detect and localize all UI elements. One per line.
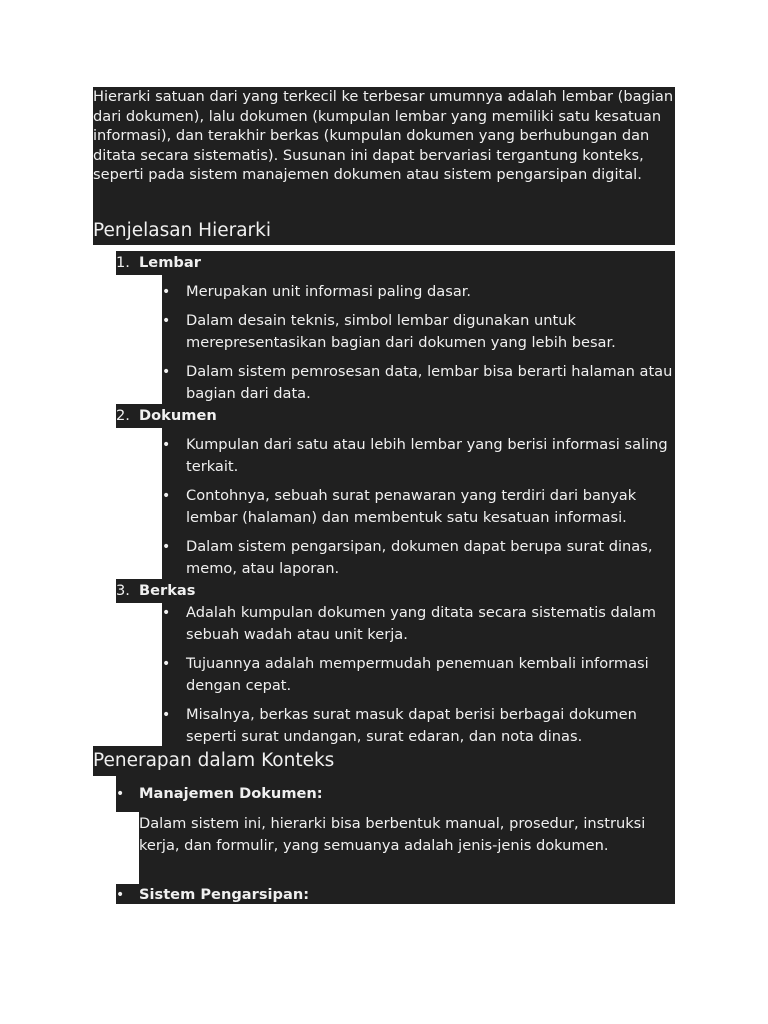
item-title-dokumen: Dokumen xyxy=(139,407,217,424)
list-item xyxy=(162,602,675,646)
list-item-lembar xyxy=(116,251,675,275)
list-item xyxy=(162,310,675,354)
bullet-text: Misalnya, berkas surat masuk dapat berisi berbagai dokumen seperti surat undangan, surat edaran, dan nota dinas. xyxy=(186,706,637,745)
list-item xyxy=(162,361,675,405)
list-item xyxy=(162,536,675,580)
item-title-archiving-system: Sistem Pengarsipan: xyxy=(139,886,310,903)
bullet-icon: • xyxy=(162,707,171,723)
item-title-berkas: Berkas xyxy=(139,582,196,599)
list-item-dokumen xyxy=(116,404,675,428)
list-item-document-management xyxy=(116,776,675,812)
bullet-icon: • xyxy=(116,786,125,802)
bullet-icon: • xyxy=(162,284,171,300)
bullet-icon: • xyxy=(162,364,171,380)
section-heading-text: Penerapan dalam Konteks xyxy=(93,750,335,771)
sub-list-dokumen xyxy=(162,428,675,581)
list-number: 3. xyxy=(116,582,130,599)
list-item xyxy=(162,434,675,478)
bullet-icon: • xyxy=(162,488,171,504)
bullet-icon: • xyxy=(162,656,171,672)
bullet-text: Contohnya, sebuah surat penawaran yang terdiri dari banyak lembar (halaman) dan membentuk satu kesatuan informasi. xyxy=(186,487,637,526)
bullet-text: Adalah kumpulan dokumen yang ditata secara sistematis dalam sebuah wadah atau unit kerja. xyxy=(186,604,656,643)
bullet-icon: • xyxy=(162,539,171,555)
section-heading-hierarchy xyxy=(93,205,675,245)
list-item xyxy=(162,704,675,748)
list-item xyxy=(162,653,675,697)
section-heading-context xyxy=(93,746,675,776)
item-title-lembar: Lembar xyxy=(139,254,201,271)
list-item xyxy=(162,281,675,303)
intro-text: Hierarki satuan dari yang terkecil ke terbesar umumnya adalah lembar (bagian dari dokumen), lalu dokumen (kumpulan lembar yang memiliki satu kesatuan informasi), dan terakhir berkas (kumpulan dokumen yang berhubungan dan ditata secara sistematis). Susunan ini dapat bervariasi tergantung konteks, seperti pada sistem manajemen dokumen atau sistem pengarsipan digital. xyxy=(93,88,674,184)
bullet-text: Dalam sistem pengarsipan, dokumen dapat berupa surat dinas, memo, atau laporan. xyxy=(186,538,653,577)
bullet-text: Tujuannya adalah mempermudah penemuan kembali informasi dengan cepat. xyxy=(186,655,649,694)
bullet-text: Dalam sistem pemrosesan data, lembar bisa berarti halaman atau bagian dari data. xyxy=(186,363,673,402)
item-body-text: Dalam sistem ini, hierarki bisa berbentuk manual, prosedur, instruksi kerja, dan formulir, yang semuanya adalah jenis-jenis dokumen. xyxy=(139,815,646,854)
sub-list-lembar xyxy=(162,275,675,406)
list-item xyxy=(162,485,675,529)
bullet-text: Merupakan unit informasi paling dasar. xyxy=(186,283,472,300)
sub-list-berkas xyxy=(162,600,675,747)
bullet-icon: • xyxy=(162,605,171,621)
item-body-document-management xyxy=(139,812,675,884)
bullet-icon: • xyxy=(162,313,171,329)
bullet-text: Kumpulan dari satu atau lebih lembar yang berisi informasi saling terkait. xyxy=(186,436,668,475)
list-number: 1. xyxy=(116,254,130,271)
section-heading-text: Penjelasan Hierarki xyxy=(93,220,272,241)
bullet-icon: • xyxy=(116,887,125,903)
list-item-archiving-system xyxy=(116,884,675,904)
item-title-document-management: Manajemen Dokumen: xyxy=(139,785,323,802)
list-number: 2. xyxy=(116,407,130,424)
bullet-icon: • xyxy=(162,437,171,453)
bullet-text: Dalam desain teknis, simbol lembar digunakan untuk merepresentasikan bagian dari dokumen yang lebih besar. xyxy=(186,312,616,351)
intro-paragraph xyxy=(93,87,675,205)
